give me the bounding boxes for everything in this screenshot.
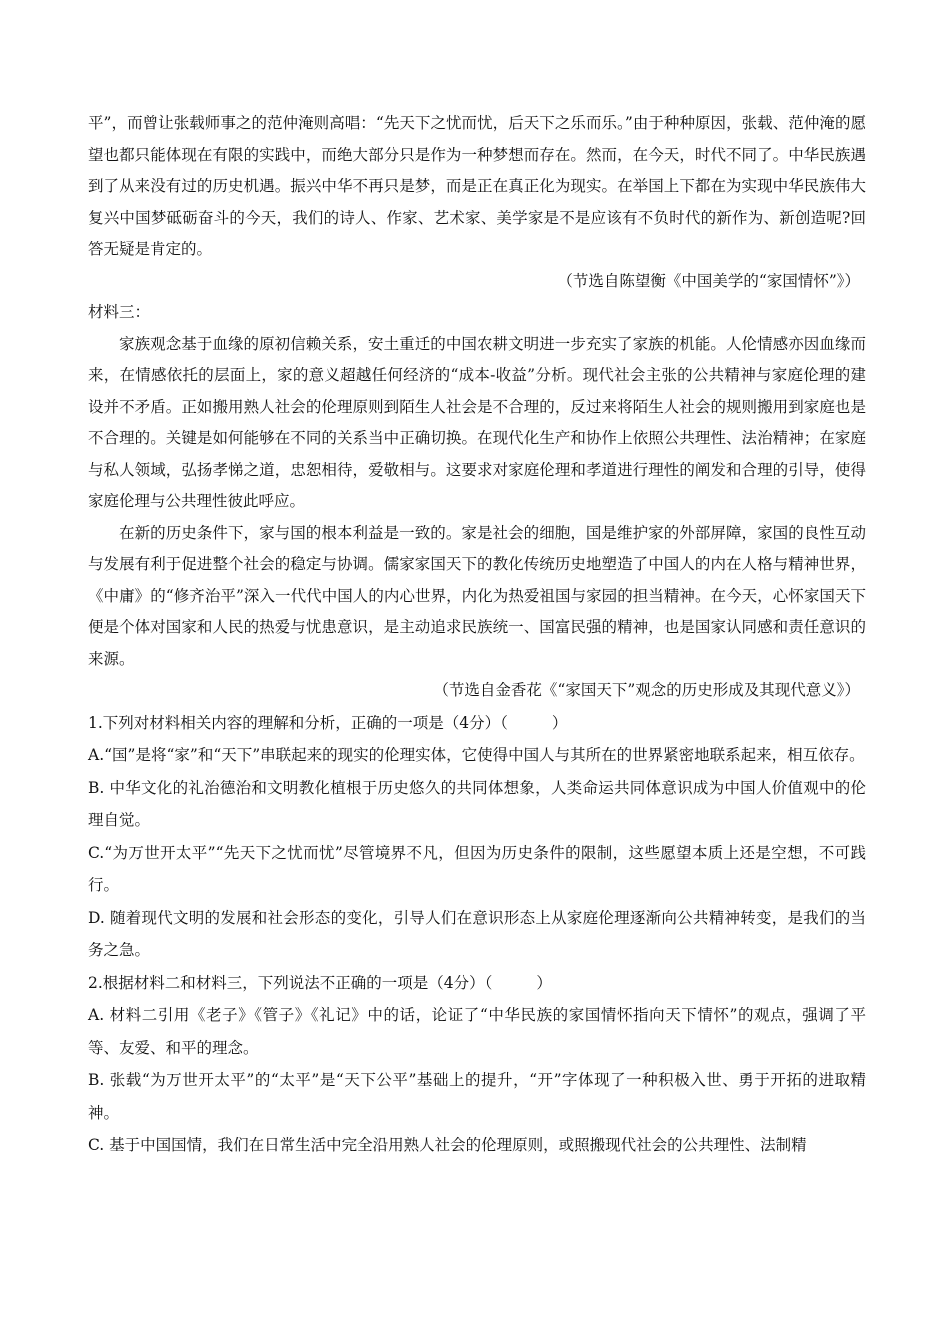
question-2-option-b: B. 张载“为万世开太平”的“太平”是“天下公平”基础上的提升，“开”字体现了一种积极入世、勇于开拓的进取精神。 (88, 1071, 866, 1122)
question-2-stem (88, 967, 866, 1000)
question-1-stem (88, 707, 866, 740)
source-material3: （节选自金香花《“家国天下”观念的历史形成及其现代意义》） (433, 681, 860, 699)
material2-continuation: 平”，而曾让张载师事之的范仲淹则高唱：“先天下之忧而忧，后天下之乐而乐。”由于种种原因，张载、范仲淹的愿望也都只能体现在有限的实践中，而绝大部分只是作为一种梦想而存在。然而，在今天，时代不同了。中华民族遇到了从来没有过的历史机遇。振兴中华不再只是梦，而是正在真正化为现实。在举国上下都在为实现中华民族伟大复兴中国梦砥砺奋斗的今天，我们的诗人、作家、艺术家、美学家是不是应该有不负时代的新作为、新创造呢?回答无疑是肯定的。 (88, 114, 866, 258)
material3-paragraph-2: 在新的历史条件下，家与国的根本利益是一致的。家是社会的细胞，国是维护家的外部屏障，家国的良性互动与发展有利于促进整个社会的稳定与协调。儒家家国天下的教化传统历史地塑造了中国人的内在人格与精神世界，《中庸》的“修齐治平”深入一代代中国人的内心世界，内化为热爱祖国与家园的担当精神。在今天，心怀家国天下便是个体对国家和人民的热爱与忧患意识，是主动追求民族统一、国富民强的精神，也是国家认同感和责任意识的来源。 (88, 523, 866, 668)
question-1-option-b: B. 中华文化的礼治德治和文明教化植根于历史悠久的共同体想象，人类命运共同体意识成为中国人价值观中的伦理自觉。 (88, 778, 866, 829)
question-2-text: 2.根据材料二和材料三，下列说法不正确的一项是（4分）（ (88, 973, 493, 992)
question-1-close: ） (551, 713, 568, 732)
question-2-close: ） (536, 973, 552, 992)
material3-paragraph-1: 家族观念基于血缘的原初信赖关系，安土重迁的中国农耕文明进一步充实了家族的机能。人伦情感亦因血缘而来，在情感依托的层面上，家的意义超越任何经济的“成本-收益”分析。现代社会主张的公共精神与家庭伦理的建设并不矛盾。正如搬用熟人社会的伦理原则到陌生人社会是不合理的，反过来将陌生人社会的规则搬用到家庭也是不合理的。关键是如何能够在不同的关系当中正确切换。在现代化生产和协作上依照公共理性、法治精神；在家庭与私人领域，弘扬孝悌之道，忠恕相待，爱敬相与。这要求对家庭伦理和孝道进行理性的阐发和合理的引导，使得家庭伦理与公共理性彼此呼应。 (88, 334, 866, 510)
question-1-option-a: A.“国”是将“家”和“天下”串联起来的现实的伦理实体，它使得中国人与其所在的世界紧密地联系起来，相互依存。 (88, 746, 865, 764)
question-2-option-c: C. 基于中国国情，我们在日常生活中完全沿用熟人社会的伦理原则，或照搬现代社会的公共理性、法制精 (88, 1136, 807, 1154)
question-1-text: 1.下列对材料相关内容的理解和分析，正确的一项是（4分）（ (88, 713, 508, 732)
question-1-option-c: C.“为万世开太平”“先天下之忧而忧”尽管境界不凡，但因为历史条件的限制，这些愿望本质上还是空想，不可践行。 (88, 843, 866, 894)
question-2-option-a: A. 材料二引用《老子》《管子》《礼记》中的话，论证了“中华民族的家国情怀指向天下情怀”的观点，强调了平等、友爱、和平的理念。 (88, 1006, 866, 1057)
material3-label: 材料三： (88, 303, 151, 321)
document-page (88, 108, 866, 1162)
source-material2: （节选自陈望衡《中国美学的“家国情怀”》） (557, 271, 860, 290)
question-1-option-d: D. 随着现代文明的发展和社会形态的变化，引导人们在意识形态上从家庭伦理逐渐向公共精神转变，是我们的当务之急。 (88, 908, 866, 959)
